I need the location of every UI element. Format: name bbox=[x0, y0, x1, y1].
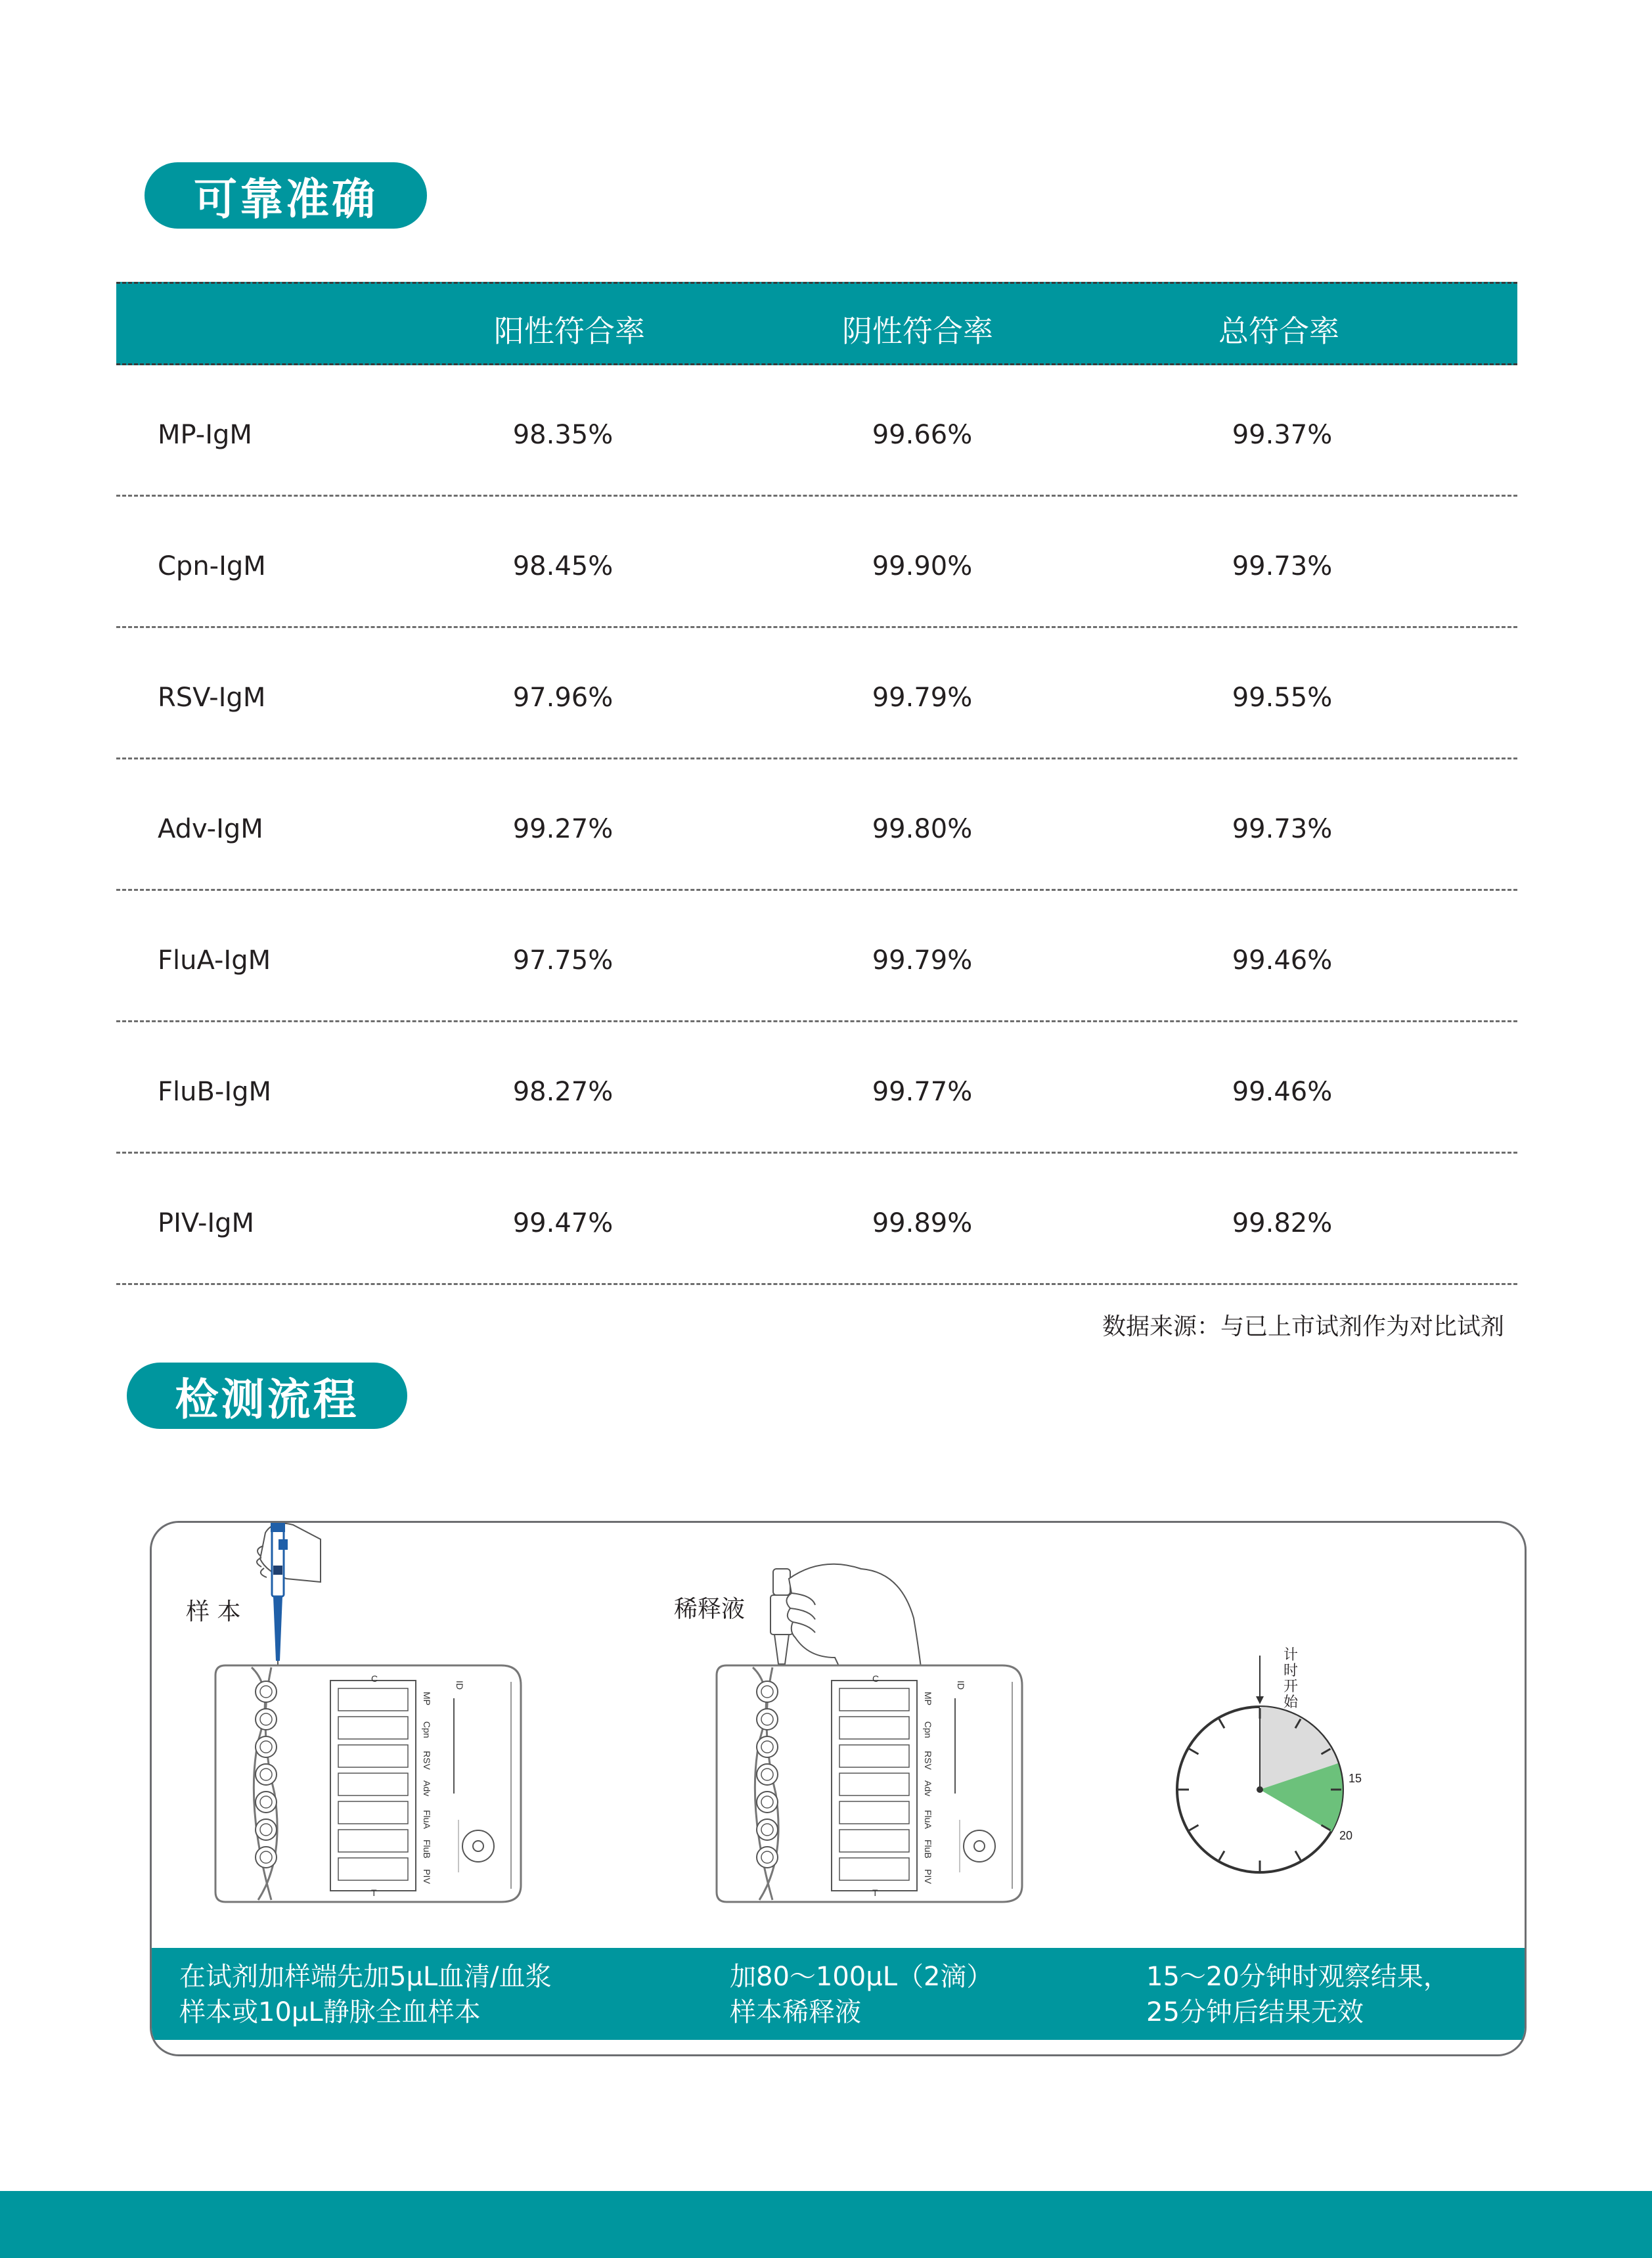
cassette-id-label: ID bbox=[455, 1681, 465, 1690]
step3-instruction: 15～20分钟时观察结果， 25分钟后结果无效 bbox=[1146, 1962, 1450, 2027]
row-name: FluA-IgM bbox=[158, 945, 271, 976]
row-name: MP-IgM bbox=[158, 420, 252, 450]
row-name: Adv-IgM bbox=[158, 814, 263, 844]
cassette-test-label: FluA bbox=[422, 1810, 432, 1829]
row-name: RSV-IgM bbox=[158, 683, 266, 713]
cell-negative-rate: 99.66% bbox=[872, 420, 973, 450]
table-row bbox=[116, 1022, 1517, 1154]
cell-positive-rate: 98.27% bbox=[512, 1077, 614, 1107]
table-row bbox=[116, 365, 1517, 497]
cell-total-rate: 99.82% bbox=[1232, 1208, 1333, 1238]
row-name: FluB-IgM bbox=[158, 1077, 272, 1107]
cassette-c-label: C bbox=[371, 1673, 378, 1684]
cassette-t-label: T bbox=[371, 1887, 377, 1898]
table-row bbox=[116, 891, 1517, 1022]
header-negative-rate: 阴性符合率 bbox=[842, 313, 993, 349]
cell-negative-rate: 99.90% bbox=[872, 551, 973, 581]
cassette-test-label: Cpn bbox=[923, 1721, 933, 1738]
cell-positive-rate: 99.47% bbox=[512, 1208, 614, 1238]
cell-total-rate: 99.73% bbox=[1232, 551, 1333, 581]
step2-instruction: 加80～100μL（2滴） 样本稀释液 bbox=[730, 1962, 993, 2027]
cassette-test-label: FluB bbox=[422, 1840, 432, 1859]
timer-mark-20: 20 bbox=[1339, 1829, 1353, 1842]
cell-positive-rate: 98.45% bbox=[512, 551, 614, 581]
timer-clock-icon bbox=[1170, 1654, 1446, 1897]
table-row bbox=[116, 628, 1517, 759]
cell-negative-rate: 99.79% bbox=[872, 683, 973, 713]
cell-positive-rate: 98.35% bbox=[512, 420, 614, 450]
data-source-note: 数据来源：与已上市试剂作为对比试剂 bbox=[1102, 1313, 1504, 1340]
cassette-test-label: Cpn bbox=[422, 1721, 432, 1738]
timer-start-label: 计 时 开 始 bbox=[1283, 1647, 1298, 1711]
cell-negative-rate: 99.79% bbox=[872, 945, 973, 976]
cassette-c-label: C bbox=[872, 1673, 880, 1684]
row-name: PIV-IgM bbox=[158, 1208, 255, 1238]
step1-sample-label: 样 本 bbox=[186, 1598, 241, 1625]
cell-total-rate: 99.37% bbox=[1232, 420, 1333, 450]
test-cassette-1 bbox=[212, 1662, 534, 1908]
cell-total-rate: 99.73% bbox=[1232, 814, 1333, 844]
table-row bbox=[116, 759, 1517, 891]
cassette-test-label: MP bbox=[422, 1692, 432, 1705]
cell-total-rate: 99.46% bbox=[1232, 1077, 1333, 1107]
cell-positive-rate: 97.75% bbox=[512, 945, 614, 976]
cassette-test-label: RSV bbox=[422, 1751, 432, 1770]
cassette-test-label: FluB bbox=[923, 1840, 933, 1859]
step1-instruction: 在试剂加样端先加5μL血清/血浆 样本或10μL静脉全血样本 bbox=[179, 1962, 552, 2027]
test-cassette-2 bbox=[713, 1662, 1035, 1908]
table-header bbox=[116, 282, 1517, 365]
section-title-process: 检测流程 bbox=[127, 1363, 407, 1429]
cassette-id-label: ID bbox=[956, 1681, 966, 1690]
cassette-test-label: FluA bbox=[923, 1810, 933, 1829]
accuracy-table bbox=[116, 282, 1517, 1285]
cassette-test-label: PIV bbox=[422, 1869, 432, 1884]
table-row bbox=[116, 1154, 1517, 1285]
table-row bbox=[116, 497, 1517, 628]
timer-mark-15: 15 bbox=[1349, 1772, 1362, 1785]
cell-total-rate: 99.46% bbox=[1232, 945, 1333, 976]
cell-positive-rate: 99.27% bbox=[512, 814, 614, 844]
cassette-test-label: PIV bbox=[923, 1869, 933, 1884]
process-panel bbox=[150, 1521, 1527, 2056]
cell-negative-rate: 99.80% bbox=[872, 814, 973, 844]
header-positive-rate: 阳性符合率 bbox=[494, 313, 645, 349]
cassette-test-label: Adv bbox=[422, 1780, 432, 1797]
footer-bar bbox=[0, 2191, 1652, 2258]
cell-negative-rate: 99.89% bbox=[872, 1208, 973, 1238]
cassette-test-label: Adv bbox=[923, 1780, 933, 1797]
cell-total-rate: 99.55% bbox=[1232, 683, 1333, 713]
cell-positive-rate: 97.96% bbox=[512, 683, 614, 713]
instructions-band bbox=[152, 1948, 1525, 2040]
row-name: Cpn-IgM bbox=[158, 551, 266, 581]
section-title-accuracy: 可靠准确 bbox=[145, 162, 427, 229]
header-total-rate: 总符合率 bbox=[1218, 313, 1339, 349]
cassette-test-label: MP bbox=[923, 1692, 933, 1705]
cassette-test-label: RSV bbox=[923, 1751, 933, 1770]
cassette-t-label: T bbox=[872, 1887, 878, 1898]
cell-negative-rate: 99.77% bbox=[872, 1077, 973, 1107]
step2-diluent-label: 稀释液 bbox=[674, 1596, 746, 1623]
